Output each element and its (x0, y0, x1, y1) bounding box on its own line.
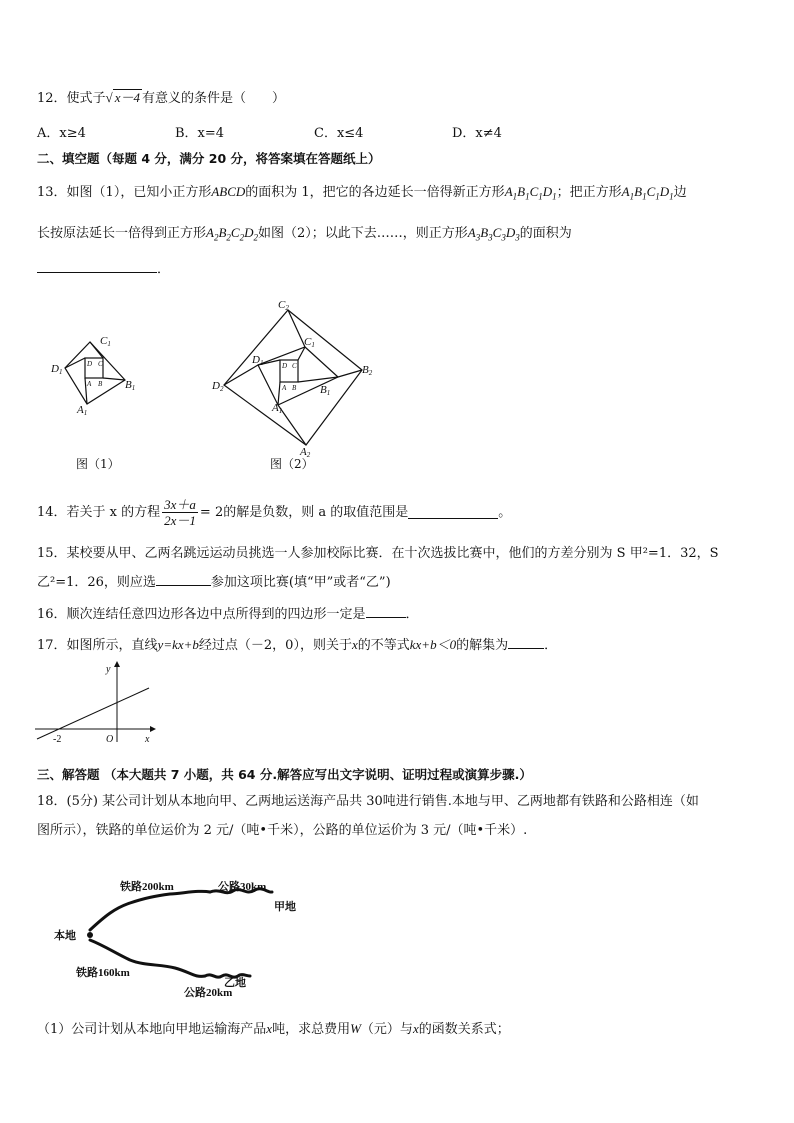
svg-text:D2: D2 (212, 380, 224, 393)
q14-denominator: 2x－1 (164, 513, 196, 528)
map-origin-label: 本地 (54, 930, 76, 942)
q18-sub1-mid2: （元）与 (360, 1022, 413, 1037)
q16-end: ． (405, 607, 419, 622)
svg-text:B1: B1 (320, 384, 331, 397)
q13-line2-a: 长按原法延长一倍得到正方形 (37, 226, 207, 241)
section-2-heading: 二、填空题（每题 4 分，满分 20 分，将答案填在答题纸上） (37, 151, 381, 166)
q15-line2-post: 参加这项比赛(填“甲”或者“乙”) (210, 575, 391, 590)
q14-numerator: 3x＋a (164, 497, 196, 512)
rail-route-a (90, 891, 210, 930)
radicand: x－4 (114, 90, 140, 105)
q17-graph (35, 660, 165, 745)
q15-line2 (37, 573, 391, 592)
q18-sub1 (37, 1020, 510, 1039)
q18-sub1-pre: （1）公司计划从本地向甲地运输海产品 (37, 1022, 267, 1037)
svg-text:C: C (98, 360, 103, 368)
q13-end: ． (157, 262, 171, 277)
sqrt-expression: √ x－4 (105, 90, 140, 105)
q16-answer-blank[interactable] (366, 605, 406, 618)
section-3-heading: 三、解答题 （本大题共 7 小题，共 64 分.解答应写出文字说明、证明过程或演算步骤.） (37, 767, 532, 782)
svg-text:A: A (87, 380, 92, 388)
q14-fraction (162, 497, 198, 528)
q13-line1 (37, 183, 687, 206)
svg-text:D: D (87, 360, 93, 368)
svg-text:D: D (282, 362, 288, 370)
square-a3b3c3d3: $A_3B_3C_3D_3$ (467, 225, 520, 243)
abcd-label: ABCD (211, 184, 246, 199)
svg-text:A1: A1 (77, 404, 88, 417)
q15-answer-blank[interactable] (156, 573, 211, 586)
q18-sub1-mid: 吨，求总费用 (272, 1022, 351, 1037)
svg-text:A2: A2 (300, 446, 311, 459)
q12-stem (37, 89, 285, 108)
svg-text:B1: B1 (125, 379, 136, 392)
q18-line1: 18．(5分) 某公司计划从本地向甲、乙两地运送海产品共 30吨进行销售.本地与甲、乙两地都有铁路和公路相连（如 (37, 794, 699, 809)
q18-sub1-post: 的函数关系式； (418, 1022, 510, 1037)
q18-sub1-x2: x (412, 1021, 419, 1036)
square-a1b1c1d1: $A_1B_1C_1D_1$ (504, 184, 557, 202)
map-rail-a-label: 铁路200km (120, 881, 174, 893)
svg-text:D1: D1 (252, 354, 264, 367)
svg-text:C1: C1 (100, 335, 111, 348)
q14-end: 。 (498, 504, 512, 520)
q13-line1-b: 的面积为 1，把它的各边延长一倍得新正方形 (245, 185, 505, 200)
q13-line1-c: ；把正方形 (556, 185, 622, 200)
q13-answer-line (37, 260, 170, 279)
q12-stem-pre: 12．使式子 (37, 91, 106, 106)
q17-mid2: 的不等式 (357, 638, 410, 653)
q13-line1-d: 边 (673, 185, 687, 200)
svg-text:A1: A1 (272, 402, 283, 415)
q14-equals: = 2 (199, 504, 224, 520)
map-road-b-label: 公路20km (184, 987, 233, 999)
q14-pre: 14．若关于 x 的方程 (37, 504, 161, 520)
square-a2b2c2d2: $A_2B_2C_2D_2$ (206, 225, 258, 243)
svg-text:C: C (292, 362, 297, 370)
tick-label: -2 (53, 734, 62, 745)
q15-line1: 15．某校要从甲、乙两名跳远运动员挑选一人参加校际比赛．在十次选拔比赛中，他们的方差分别为 S 甲²=1．32，S (37, 546, 719, 561)
q13-line2-b: 如图（2）；以此下去……，则正方形 (257, 226, 468, 241)
q17-end: ． (544, 638, 558, 653)
q18-line2: 图所示），铁路的单位运价为 2 元/（吨•千米），公路的单位运价为 3 元/（吨•千米）. (37, 823, 528, 838)
line-y-kx-b (37, 688, 149, 739)
q16-text: 16．顺次连结任意四边形各边中点所得到的四边形一定是 (37, 607, 366, 622)
svg-text:B: B (292, 384, 297, 392)
q17-pre: 17．如图所示，直线 (37, 638, 158, 653)
svg-text:A: A (282, 384, 287, 392)
svg-text:B2: B2 (362, 364, 373, 377)
q14-post: 的解是负数，则 a 的取值范围是 (223, 504, 409, 520)
square-a1b1c1d1-2: $A_1B_1C_1D_1$ (621, 184, 674, 202)
fig2-caption: 图（2） (270, 457, 314, 471)
q17-post: 的解集为 (456, 638, 509, 653)
q17-x: x (351, 637, 358, 652)
q18-route-map (50, 868, 310, 1008)
map-rail-b-label: 铁路160km (76, 967, 130, 979)
q17-line (37, 636, 557, 655)
q13-line2 (37, 224, 572, 247)
q12-option-d[interactable]: D．x≠4 (452, 126, 502, 141)
q12-option-a[interactable]: A．x≥4 (37, 126, 86, 141)
y-axis-label: y (106, 664, 111, 675)
map-dest-b-label: 乙地 (224, 977, 246, 989)
svg-text:C1: C1 (304, 336, 315, 349)
q18-sub1-w: W (350, 1021, 361, 1036)
q12-option-b[interactable]: B．x=4 (175, 126, 225, 141)
q13-line1-a: 13．如图（1），已知小正方形 (37, 185, 212, 200)
q17-answer-blank[interactable] (508, 636, 544, 649)
q13-figure-1 (45, 330, 155, 420)
svg-text:D1: D1 (51, 363, 63, 376)
q13-answer-blank[interactable] (37, 260, 157, 273)
q13-line2-c: 的面积为 (519, 226, 572, 241)
origin-label: O (106, 734, 114, 745)
x-axis-label: x (145, 734, 150, 745)
q16-line (37, 605, 419, 624)
q13-figure-2 (210, 295, 385, 460)
map-road-a-label: 公路30km (218, 881, 267, 893)
q12-option-c[interactable]: C．x≤4 (314, 126, 364, 141)
q18-sub1-x: x (266, 1021, 273, 1036)
map-dest-a-label: 甲地 (274, 901, 296, 913)
q17-mid: 经过点（－2，0），则关于 (198, 638, 352, 653)
q17-line-eq: y=kx+b (157, 637, 199, 652)
svg-text:C2: C2 (278, 299, 289, 312)
q14-answer-blank[interactable] (408, 506, 498, 519)
svg-text:B: B (98, 380, 103, 388)
q14-line (37, 497, 511, 528)
fig1-caption: 图（1） (76, 457, 120, 471)
q17-inequality: kx+b＜0 (409, 637, 457, 652)
q12-stem-post: 有意义的条件是（ ） (141, 91, 285, 106)
origin-point (87, 932, 93, 938)
q15-line2-pre: 乙²=1．26，则应选 (37, 575, 156, 590)
